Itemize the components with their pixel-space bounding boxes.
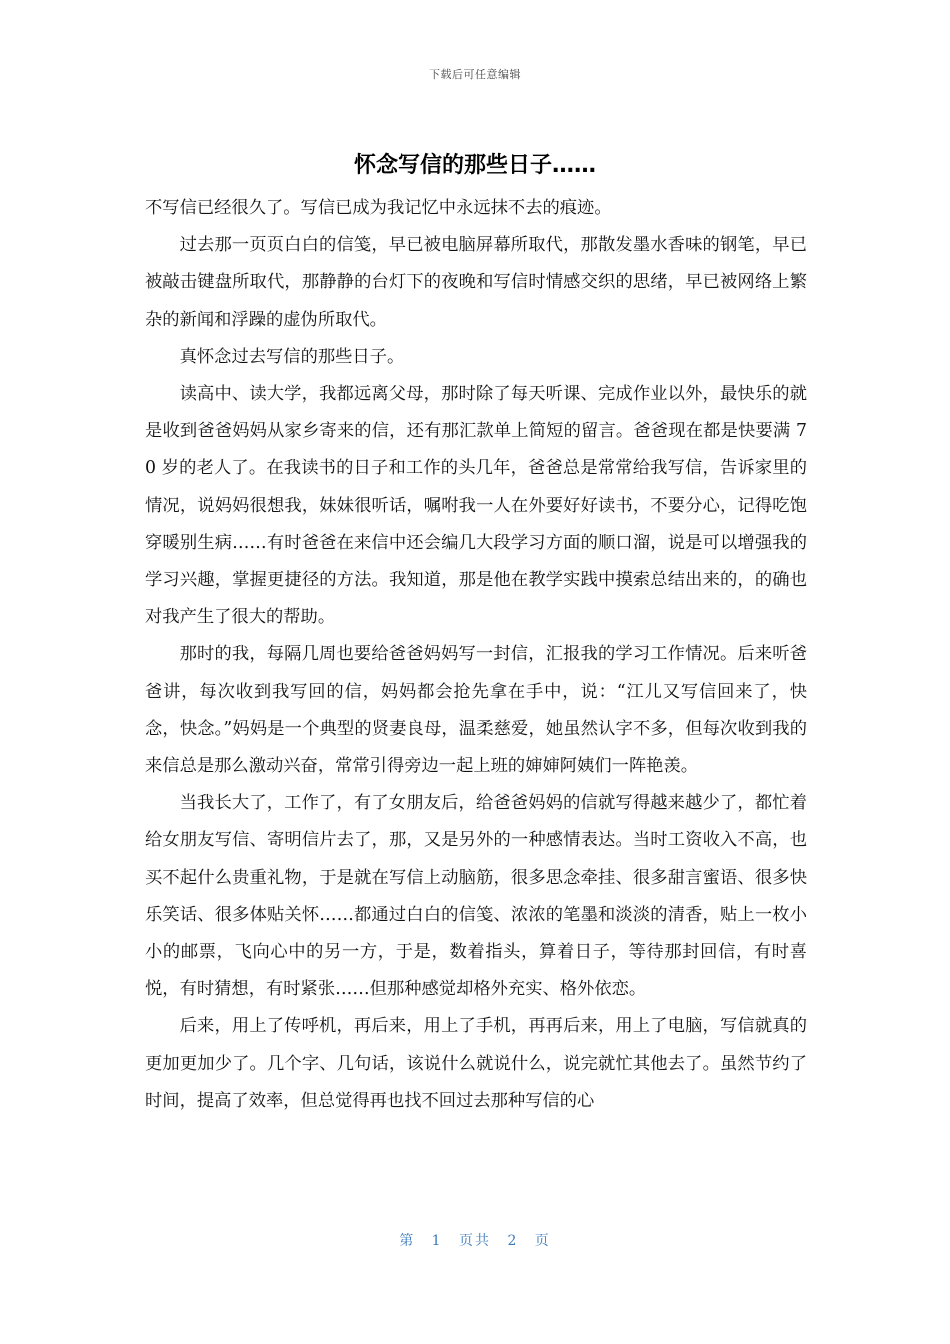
paragraph: 不写信已经很久了。写信已成为我记忆中永远抹不去的痕迹。 [145, 198, 612, 218]
header-note: 下载后可任意编辑 [429, 68, 521, 81]
paragraph: 真怀念过去写信的那些日子。 [179, 346, 405, 367]
page-title: 怀念写信的那些日子…… [353, 153, 596, 178]
article-body [145, 190, 807, 1120]
paragraph: 后来，用上了传呼机，再后来，用上了手机，再再后来，用上了电脑，写信就真的更加更加少了。几个字、几句话，该说什么就说什么，说完就忙其他去了。虽然节约了时间，提高了效率，但总觉得再也找不回过去那种写信的心 [145, 1016, 807, 1111]
paragraph: 读高中、读大学，我都远离父母，那时除了每天听课、完成作业以外，最快乐的就是收到爸爸妈妈从家乡寄来的信，还有那汇款单上简短的留言。爸爸现在都是快要满 70 岁的老人了。在我读书的日子和工作的头几年，爸爸总是常常给我写信，告诉家里的情况，说妈妈很想我，妹妹很听话，嘱咐我一人在外要好好读书，不要分心，记得吃饱穿暖别生病……有时爸爸在来信中还会编几大段学习方面的顺口溜，说是可以增强我的学习兴趣，掌握更捷径的方法。我知道，那是他在教学实践中摸索总结出来的，的确也对我产生了很大的帮助。 [145, 384, 807, 628]
paragraph: 当我长大了，工作了，有了女朋友后，给爸爸妈妈的信就写得越来越少了，都忙着给女朋友写信、寄明信片去了，那，又是另外的一种感情表达。当时工资收入不高，也买不起什么贵重礼物，于是就在写信上动脑筋，很多思念牵挂、很多甜言蜜语、很多快乐笑话、很多体贴关怀……都通过白白的信笺、浓浓的笔墨和淡淡的清香，贴上一枚小小的邮票，飞向心中的另一方，于是，数着指头，算着日子，等待那封回信，有时喜悦，有时猜想，有时紧张……但那种感觉却格外充实、格外依恋。 [145, 793, 807, 1000]
paragraph: 那时的我，每隔几周也要给爸爸妈妈写一封信，汇报我的学习工作情况。后来听爸爸讲，每次收到我写回的信，妈妈都会抢先拿在手中，说：“江儿又写信回来了，快念，快念。”妈妈是一个典型的贤妻良母，温柔慈爱，她虽然认字不多，但每次收到我的来信总是那么激动兴奋，常常引得旁边一起上班的婶婶阿姨们一阵艳羡。 [145, 644, 807, 777]
paragraph: 过去那一页页白白的信笺，早已被电脑屏幕所取代，那散发墨水香味的钢笔，早已被敲击键盘所取代，那静静的台灯下的夜晚和写信时情感交织的思绪，早已被网络上繁杂的新闻和浮躁的虚伪所取代。 [145, 235, 807, 330]
page-number-footer: 第 1 页共 2 页 [399, 1233, 551, 1249]
